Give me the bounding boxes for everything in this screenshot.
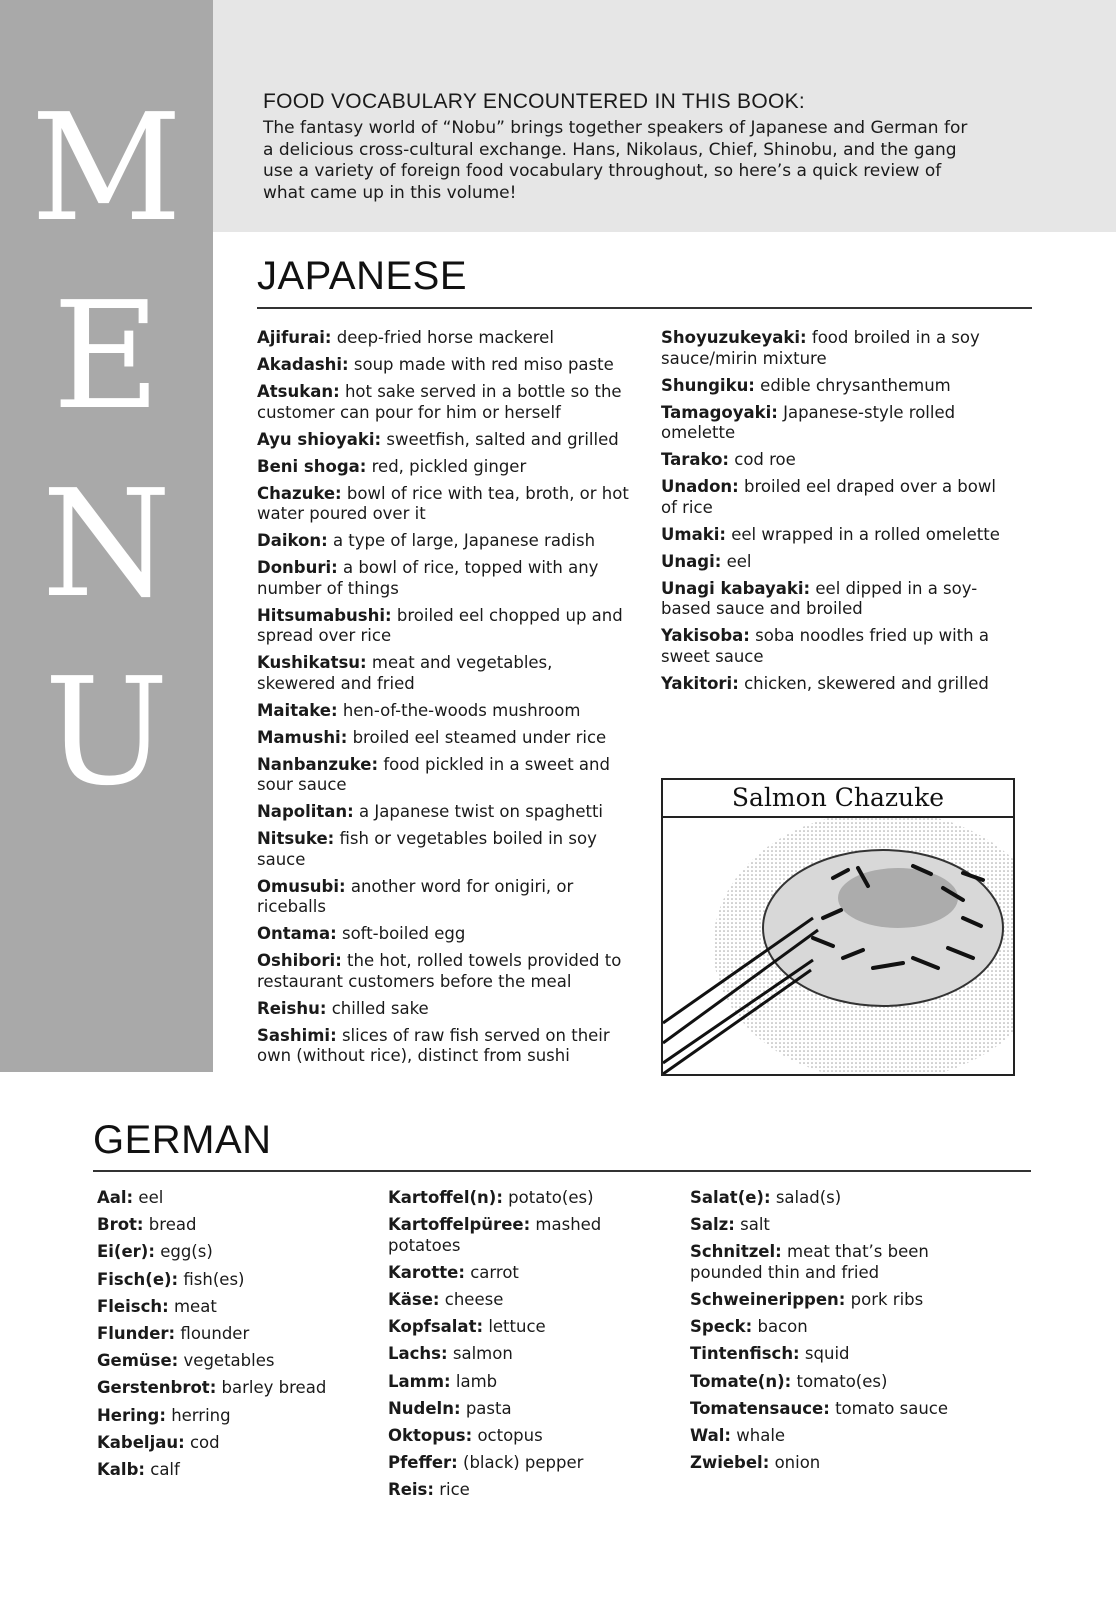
japanese-list-left xyxy=(257,328,635,1073)
entry-term: Salz: xyxy=(690,1215,735,1235)
entry-term: Shoyuzukeyaki: xyxy=(661,328,807,347)
entry-term: Schweinerippen: xyxy=(690,1290,846,1310)
german-entry xyxy=(388,1188,658,1209)
entry-definition: a Japanese twist on spaghetti xyxy=(359,802,603,821)
entry-definition: broiled eel draped over a bowl of rice xyxy=(661,477,996,517)
japanese-entry xyxy=(661,376,1016,397)
german-entry xyxy=(97,1270,367,1291)
entry-term: Nanbanzuke: xyxy=(257,754,379,774)
intro-heading: FOOD VOCABULARY ENCOUNTERED IN THIS BOOK: xyxy=(263,90,806,113)
german-entry xyxy=(388,1344,658,1365)
entry-term: Omusubi: xyxy=(257,876,346,896)
entry-term: Yakisoba: xyxy=(661,626,750,645)
entry-definition: lamb xyxy=(455,1371,498,1391)
japanese-entry xyxy=(661,328,1016,369)
entry-definition: food broiled in a soy sauce/mirin mixture xyxy=(661,328,980,368)
japanese-entry xyxy=(257,484,635,525)
entry-term: Brot: xyxy=(97,1215,144,1235)
entry-definition: eel dipped in a soy-based sauce and broiled xyxy=(661,578,978,618)
entry-definition: (black) pepper xyxy=(463,1453,584,1473)
entry-term: Tintenfisch: xyxy=(690,1344,800,1364)
entry-term: Aal: xyxy=(97,1188,134,1207)
entry-term: Pfeffer: xyxy=(388,1453,458,1473)
entry-definition: fish(es) xyxy=(183,1269,245,1289)
entry-term: Daikon: xyxy=(257,531,328,550)
japanese-entry xyxy=(257,558,635,599)
german-entry xyxy=(388,1453,658,1474)
german-list-col1 xyxy=(97,1188,367,1487)
entry-definition: chicken, skewered and grilled xyxy=(744,673,989,693)
entry-term: Tomatensauce: xyxy=(690,1398,830,1418)
entry-term: Unagi: xyxy=(661,551,722,571)
german-entry xyxy=(388,1215,658,1256)
german-list-col2 xyxy=(388,1188,658,1508)
entry-term: Kartoffelpüree: xyxy=(388,1215,531,1235)
entry-definition: cod roe xyxy=(734,450,796,469)
entry-term: Nitsuke: xyxy=(257,829,335,848)
japanese-list-right xyxy=(661,328,1016,701)
entry-definition: squid xyxy=(804,1344,850,1364)
entry-definition: soft-boiled egg xyxy=(341,924,466,943)
menu-sidebar xyxy=(0,0,213,1072)
entry-term: Speck: xyxy=(690,1317,753,1337)
japanese-entry xyxy=(257,728,635,749)
entry-definition: herring xyxy=(171,1405,231,1425)
entry-definition: bowl of rice with tea, broth, or hot water poured over it xyxy=(257,483,629,523)
entry-definition: cod xyxy=(189,1432,220,1452)
german-entry xyxy=(690,1188,990,1209)
german-entry xyxy=(388,1290,658,1311)
japanese-entry xyxy=(257,924,635,945)
japanese-entry xyxy=(257,430,635,451)
japanese-entry xyxy=(257,701,635,722)
entry-term: Fisch(e): xyxy=(97,1269,179,1289)
japanese-entry xyxy=(661,674,1016,695)
japanese-entry xyxy=(257,755,635,796)
german-entry xyxy=(690,1290,990,1311)
entry-term: Ei(er): xyxy=(97,1242,155,1262)
entry-definition: sweetfish, salted and grilled xyxy=(386,429,619,449)
german-entry xyxy=(97,1406,367,1427)
japanese-entry xyxy=(661,450,1016,471)
entry-term: Atsukan: xyxy=(257,382,340,401)
entry-definition: eel xyxy=(726,551,752,571)
entry-definition: salad(s) xyxy=(775,1188,842,1207)
german-entry xyxy=(97,1188,367,1209)
entry-term: Chazuke: xyxy=(257,483,342,503)
japanese-entry xyxy=(257,951,635,992)
entry-term: Salat(e): xyxy=(690,1188,771,1207)
german-entry xyxy=(388,1426,658,1447)
entry-term: Oktopus: xyxy=(388,1426,473,1445)
entry-definition: whale xyxy=(736,1426,786,1445)
entry-definition: lettuce xyxy=(488,1317,546,1337)
entry-term: Kopfsalat: xyxy=(388,1317,484,1337)
entry-term: Yakitori: xyxy=(661,673,739,693)
entry-definition: meat and vegetables, skewered and fried xyxy=(257,653,553,693)
japanese-entry xyxy=(661,525,1016,546)
entry-term: Akadashi: xyxy=(257,355,349,374)
entry-definition: onion xyxy=(774,1453,821,1473)
german-entry xyxy=(690,1215,990,1236)
entry-term: Karotte: xyxy=(388,1262,465,1282)
entry-term: Gerstenbrot: xyxy=(97,1378,217,1398)
entry-term: Reishu: xyxy=(257,998,327,1018)
entry-term: Nudeln: xyxy=(388,1398,461,1418)
entry-term: Käse: xyxy=(388,1290,440,1310)
sidebar-letter-n: N xyxy=(41,458,172,630)
entry-definition: broiled eel chopped up and spread over rice xyxy=(257,605,623,645)
entry-definition: eel xyxy=(138,1188,164,1207)
entry-definition: Japanese-style rolled omelette xyxy=(661,402,956,442)
entry-definition: potato(es) xyxy=(508,1188,594,1207)
entry-definition: red, pickled ginger xyxy=(371,456,527,476)
entry-definition: tomato sauce xyxy=(835,1398,949,1418)
german-entry xyxy=(690,1426,990,1447)
entry-definition: chilled sake xyxy=(331,998,429,1018)
german-entry xyxy=(690,1344,990,1365)
german-entry xyxy=(388,1372,658,1393)
japanese-entry xyxy=(257,355,635,376)
entry-definition: meat xyxy=(173,1296,217,1316)
entry-term: Lachs: xyxy=(388,1344,448,1364)
german-entry xyxy=(388,1317,658,1338)
entry-term: Mamushi: xyxy=(257,727,348,747)
german-rule xyxy=(93,1170,1031,1172)
entry-definition: pork ribs xyxy=(850,1290,924,1310)
japanese-rule xyxy=(257,307,1032,309)
entry-definition: another word for onigiri, or riceballs xyxy=(257,876,574,916)
entry-definition: food pickled in a sweet and sour sauce xyxy=(257,754,610,794)
entry-definition: flounder xyxy=(180,1323,250,1343)
entry-term: Fleisch: xyxy=(97,1296,169,1316)
japanese-entry xyxy=(257,802,635,823)
entry-term: Napolitan: xyxy=(257,802,354,821)
entry-definition: bacon xyxy=(757,1317,808,1337)
entry-definition: slices of raw fish served on their own (without rice), distinct from sushi xyxy=(257,1025,610,1065)
japanese-entry xyxy=(257,382,635,423)
entry-term: Tomate(n): xyxy=(690,1371,792,1391)
entry-term: Unagi kabayaki: xyxy=(661,578,811,598)
entry-term: Flunder: xyxy=(97,1323,176,1343)
german-entry xyxy=(97,1378,367,1399)
intro-text: The fantasy world of “Nobu” brings together speakers of Japanese and German for a delicious cross-cultural exchange. Hans, Nikolaus, Chief, Shinobu, and the gang use a variety of foreign food vocabulary throughout, so here’s a quick review of what came up in this volume! xyxy=(263,118,968,203)
chazuke-drawing xyxy=(663,818,1013,1074)
entry-term: Tarako: xyxy=(661,450,729,469)
entry-definition: pasta xyxy=(465,1398,512,1418)
entry-term: Shungiku: xyxy=(661,375,755,395)
german-entry xyxy=(388,1263,658,1284)
entry-term: Unadon: xyxy=(661,477,739,496)
entry-term: Kushikatsu: xyxy=(257,653,367,672)
japanese-entry xyxy=(257,457,635,478)
illustration-caption: Salmon Chazuke xyxy=(663,780,1013,818)
entry-term: Kabeljau: xyxy=(97,1432,185,1452)
entry-definition: hot sake served in a bottle so the customer can pour for him or herself xyxy=(257,382,622,422)
entry-definition: salt xyxy=(740,1215,770,1235)
japanese-entry xyxy=(257,606,635,647)
salmon-shape xyxy=(838,868,958,928)
entry-definition: a type of large, Japanese radish xyxy=(332,531,596,550)
entry-definition: cheese xyxy=(444,1290,504,1310)
entry-term: Oshibori: xyxy=(257,951,342,970)
japanese-entry xyxy=(257,328,635,349)
japanese-entry xyxy=(257,1026,635,1067)
german-entry xyxy=(97,1433,367,1454)
japanese-entry xyxy=(661,403,1016,444)
german-entry xyxy=(690,1372,990,1393)
entry-definition: egg(s) xyxy=(160,1242,213,1262)
entry-term: Umaki: xyxy=(661,524,726,544)
german-entry xyxy=(388,1480,658,1501)
japanese-entry xyxy=(661,579,1016,620)
japanese-entry xyxy=(661,552,1016,573)
entry-definition: broiled eel steamed under rice xyxy=(352,727,607,747)
german-entry xyxy=(97,1297,367,1318)
sidebar-letter-e: E xyxy=(52,270,161,442)
german-list-col3 xyxy=(690,1188,990,1480)
entry-definition: the hot, rolled towels provided to restaurant customers before the meal xyxy=(257,951,622,991)
entry-definition: hen-of-the-woods mushroom xyxy=(342,700,581,720)
sidebar-letter-m: M xyxy=(30,82,183,254)
entry-definition: octopus xyxy=(477,1426,543,1445)
entry-term: Kalb: xyxy=(97,1459,145,1479)
entry-term: Lamm: xyxy=(388,1371,451,1391)
german-entry xyxy=(97,1460,367,1481)
salmon-chazuke-illustration xyxy=(661,778,1015,1076)
japanese-entry xyxy=(257,877,635,918)
entry-term: Hitsumabushi: xyxy=(257,605,392,625)
japanese-entry xyxy=(257,999,635,1020)
entry-term: Sashimi: xyxy=(257,1025,337,1045)
entry-term: Donburi: xyxy=(257,558,338,577)
german-entry xyxy=(97,1351,367,1372)
japanese-title: JAPANESE xyxy=(257,254,467,298)
entry-term: Tamagoyaki: xyxy=(661,402,778,422)
entry-definition: soba noodles fried up with a sweet sauce xyxy=(661,626,989,666)
entry-definition: bread xyxy=(148,1215,197,1235)
entry-term: Ajifurai: xyxy=(257,328,332,347)
german-entry xyxy=(690,1317,990,1338)
entry-term: Maitake: xyxy=(257,700,338,720)
entry-definition: carrot xyxy=(470,1262,519,1282)
entry-term: Zwiebel: xyxy=(690,1453,770,1473)
entry-definition: salmon xyxy=(452,1344,513,1364)
entry-definition: barley bread xyxy=(221,1378,327,1398)
entry-definition: fish or vegetables boiled in soy sauce xyxy=(257,829,597,869)
entry-definition: calf xyxy=(150,1459,180,1479)
japanese-entry xyxy=(661,626,1016,667)
german-entry xyxy=(690,1399,990,1420)
japanese-entry xyxy=(257,653,635,694)
entry-definition: tomato(es) xyxy=(796,1371,888,1391)
japanese-entry xyxy=(661,477,1016,518)
entry-term: Beni shoga: xyxy=(257,456,367,476)
entry-term: Ayu shioyaki: xyxy=(257,429,382,449)
entry-term: Wal: xyxy=(690,1426,732,1445)
entry-term: Kartoffel(n): xyxy=(388,1188,503,1207)
entry-definition: soup made with red miso paste xyxy=(353,355,614,374)
german-entry xyxy=(97,1215,367,1236)
sidebar-letter-u: U xyxy=(44,646,169,818)
german-entry xyxy=(690,1242,990,1283)
entry-term: Schnitzel: xyxy=(690,1242,782,1262)
entry-term: Gemüse: xyxy=(97,1351,179,1371)
german-entry xyxy=(97,1324,367,1345)
german-entry xyxy=(97,1242,367,1263)
german-entry xyxy=(690,1453,990,1474)
japanese-entry xyxy=(257,829,635,870)
entry-definition: deep-fried horse mackerel xyxy=(336,328,554,347)
entry-term: Reis: xyxy=(388,1480,434,1500)
entry-term: Ontama: xyxy=(257,924,337,943)
entry-definition: edible chrysanthemum xyxy=(760,375,951,395)
german-title: GERMAN xyxy=(93,1118,272,1162)
german-entry xyxy=(388,1399,658,1420)
entry-definition: a bowl of rice, topped with any number of things xyxy=(257,558,599,598)
japanese-entry xyxy=(257,531,635,552)
entry-term: Hering: xyxy=(97,1405,166,1425)
entry-definition: vegetables xyxy=(183,1351,275,1371)
entry-definition: eel wrapped in a rolled omelette xyxy=(731,524,1000,544)
entry-definition: meat that’s been pounded thin and fried xyxy=(690,1242,929,1282)
entry-definition: mashed potatoes xyxy=(388,1215,602,1255)
entry-definition: rice xyxy=(439,1480,470,1500)
